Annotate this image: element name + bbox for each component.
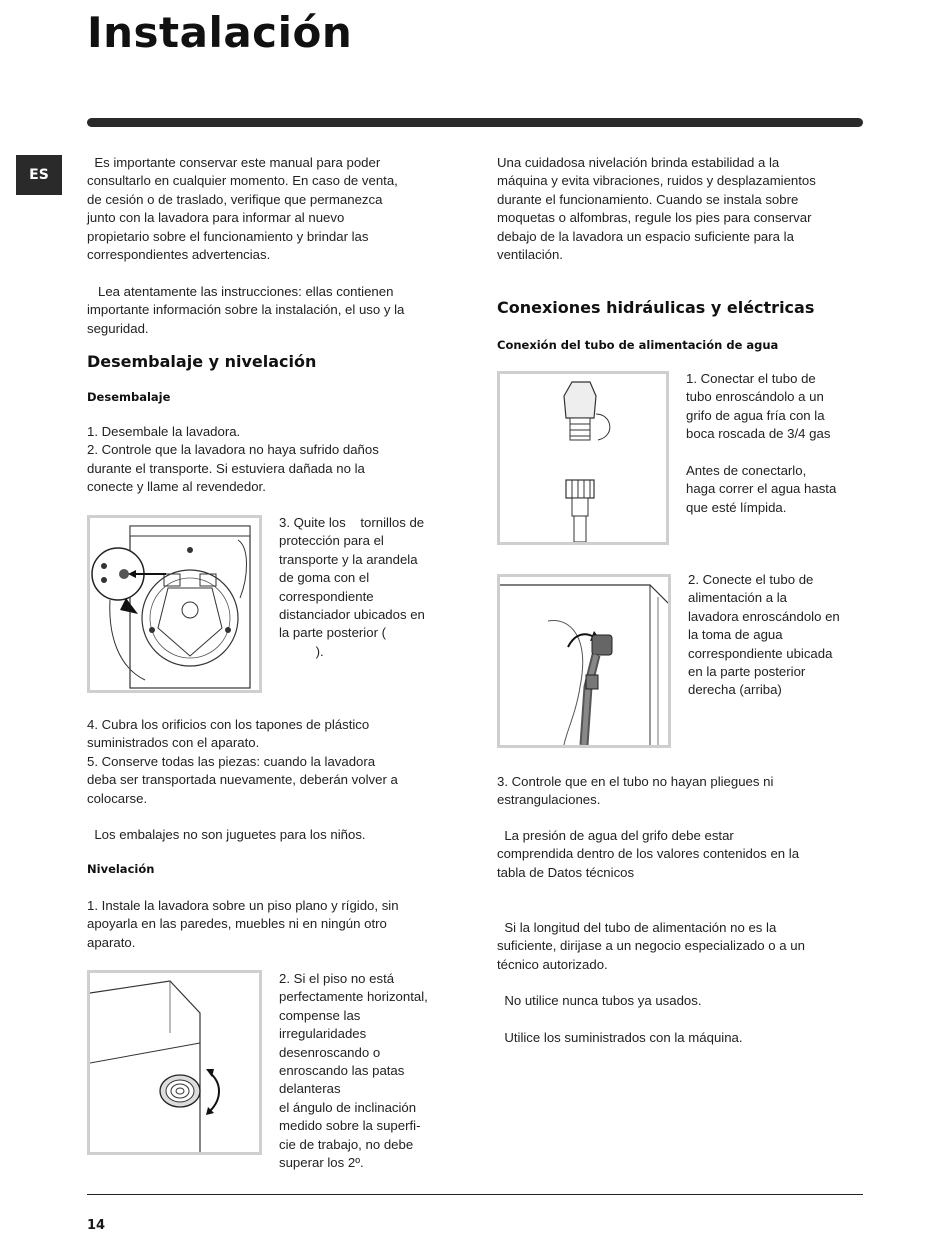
text-line: máquina y evita vibraciones, ruidos y desplazamientos [497,173,816,189]
used-tubes-note-text: No utilice nunca tubos ya usados. [497,993,702,1008]
footer-rule [87,1194,863,1195]
text-line: transporte y la arandela [279,551,418,567]
text-line: Lea atentamente las instrucciones: ellas contienen [87,284,394,299]
figure-machine-inlet-connection [497,574,671,748]
text-line: de goma con el [279,570,370,586]
text-line: la toma de agua [688,627,783,643]
packaging-warning-text: Los embalajes no son juguetes para los niños. [87,827,366,842]
unpacking-steps-4-5 [87,716,398,808]
text-line: suficiente, dirijase a un negocio especializado o a un [497,938,805,954]
text-line: 2. Conecte el tubo de [688,572,814,587]
text-line: 1. Instale la lavadora sobre un piso plano y rígido, sin [87,898,399,913]
leveling-step-2 [279,970,428,1172]
text-line: 1. Conectar el tubo de [686,371,816,386]
text-line: alimentación a la [688,590,787,606]
text-line: correspondiente ubicada [688,645,833,661]
length-note [497,919,805,974]
water-step-1 [686,370,830,444]
text-line: 1. Desembale la lavadora. [87,424,241,439]
text-line: junto con la lavadora para informar al nuevo [87,210,345,226]
text-line: enroscando las patas [279,1063,405,1079]
text-line: colocarse. [87,790,148,806]
water-step-3 [497,773,773,810]
text-line: técnico autorizado. [497,956,608,972]
used-tubes-note [497,992,702,1010]
intro-paragraph-2 [87,283,404,338]
text-line: 5. Conserve todas las piezas: cuando la lavadora [87,753,376,769]
water-step-2 [688,571,840,700]
leveling-step-1 [87,897,399,952]
text-line: Antes de conectarlo, [686,463,807,478]
text-line: comprendida dentro de los valores contenidos en la [497,846,800,862]
text-line: que esté límpida. [686,499,787,515]
text-line: superar los 2º. [279,1155,364,1171]
text-line: aparato. [87,934,136,950]
text-line: distanciador ubicados en [279,607,425,623]
text-line: correspondiente [279,588,374,604]
leveling-note [497,154,816,264]
text-line: estrangulaciones. [497,792,601,808]
page-title: Instalación [87,8,353,57]
text-line: consultarlo en cualquier momento. En caso de venta, [87,173,398,189]
figure-tap-connection [497,371,669,545]
text-line: 3. Quite los tornillos de [279,515,425,530]
text-line: correspondientes advertencias. [87,247,271,263]
pressure-note [497,827,799,882]
figure-washer-rear-screws [87,515,262,693]
text-line: tubo enroscándolo a un [686,389,824,405]
unpacking-step-3 [279,514,425,661]
text-line: propietario sobre el funcionamiento y brindar las [87,228,369,244]
section-title-connections: Conexiones hidráulicas y eléctricas [497,298,815,317]
subheading-leveling: Nivelación [87,862,155,876]
text-line: el ángulo de inclinación [279,1099,417,1115]
text-line: moquetas o alfombras, regule los pies para conservar [497,210,812,226]
text-line: la parte posterior ( [279,625,387,641]
text-line: delanteras [279,1081,341,1097]
text-line: conecte y llame al revendedor. [87,479,266,495]
text-line: tabla de Datos técnicos [497,864,635,880]
water-step-1-note [686,462,836,517]
text-line: 3. Controle que en el tubo no hayan pliegues ni [497,774,774,789]
text-line: de cesión o de traslado, verifique que permanezca [87,191,383,207]
page-number: 14 [87,1218,106,1233]
text-line: deba ser transportada nuevamente, deberán volver a [87,772,398,788]
subheading-unpacking: Desembalaje [87,390,171,404]
text-line: protección para el [279,533,384,549]
text-line: Una cuidadosa nivelación brinda estabilidad a la [497,155,780,170]
text-line: apoyarla en las paredes, muebles ni en ningún otro [87,916,387,932]
supplied-tubes-note-text: Utilice los suministrados con la máquina. [497,1030,743,1045]
packaging-warning [87,826,366,844]
text-line: haga correr el agua hasta [686,481,837,497]
section-title-unpacking-leveling: Desembalaje y nivelación [87,352,317,371]
text-line: durante el funcionamiento. Cuando se instala sobre [497,191,799,207]
text-line: durante el transporte. Si estuviera dañada no la [87,460,365,476]
text-line: suministrados con el aparato. [87,735,260,751]
text-line: ventilación. [497,247,563,263]
subheading-water-connection: Conexión del tubo de alimentación de agua [497,338,779,352]
text-line: cie de trabajo, no debe [279,1136,414,1152]
text-line: 2. Controle que la lavadora no haya sufrido daños [87,442,379,458]
header-rule [87,118,863,127]
intro-paragraph-1 [87,154,398,264]
text-line: seguridad. [87,320,149,336]
text-line: perfectamente horizontal, [279,989,428,1005]
text-line: desenroscando o [279,1044,381,1060]
text-line: en la parte posterior [688,664,806,680]
text-line: medido sobre la superfi- [279,1118,421,1134]
figure-leveling-foot [87,970,262,1155]
text-line: Si la longitud del tubo de alimentación no es la [497,920,777,935]
text-line: 2. Si el piso no está [279,971,395,986]
language-tab: ES [16,155,62,195]
text-line: Es importante conservar este manual para poder [87,155,381,170]
text-line: ). [279,643,324,659]
text-line: boca roscada de 3/4 gas [686,426,831,442]
text-line: grifo de agua fría con la [686,407,825,423]
supplied-tubes-note [497,1029,743,1047]
text-line: importante información sobre la instalación, el uso y la [87,302,405,318]
unpacking-steps-1-2 [87,423,379,497]
text-line: derecha (arriba) [688,682,782,698]
text-line: 4. Cubra los orificios con los tapones de plástico [87,717,370,732]
text-line: La presión de agua del grifo debe estar [497,828,734,843]
text-line: debajo de la lavadora un espacio suficiente para la [497,228,794,244]
text-line: irregularidades [279,1026,367,1042]
text-line: compense las [279,1007,361,1023]
text-line: lavadora enroscándolo en [688,608,840,624]
